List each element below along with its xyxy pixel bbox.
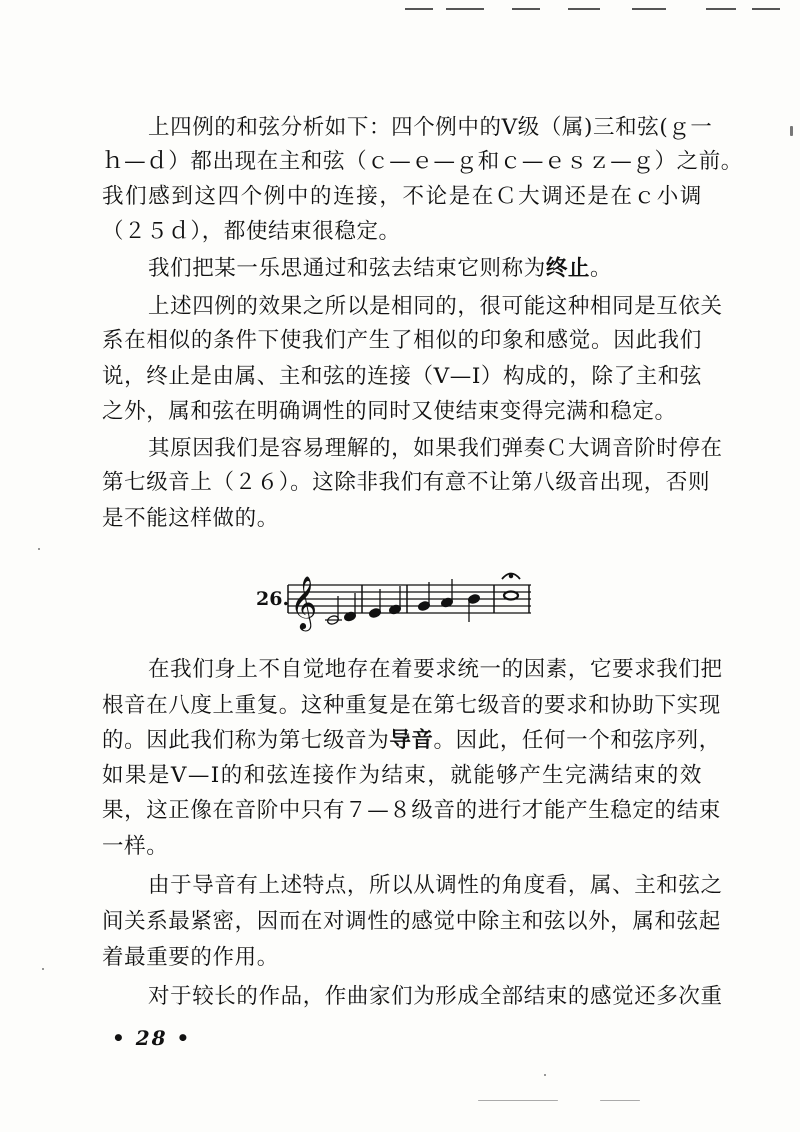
text-line: 其原因我们是容易理解的，如果我们弹奏Ｃ大调音阶时停在 <box>148 436 723 461</box>
scan-speck <box>600 1100 640 1101</box>
term-leading-tone: 导音 <box>389 728 434 753</box>
music-staff-example <box>286 565 536 637</box>
text-line: （２５ｄ），都使结束很稳定。 <box>102 219 401 244</box>
text-line <box>148 253 702 285</box>
text-line: 根音在八度上重复。这种重复是在第七级音的要求和协助下实现 <box>102 693 721 718</box>
fermata-dot <box>509 574 512 577</box>
text-line: 着最重要的作用。 <box>102 945 279 970</box>
text-span: 的。因此我们称为第七级音为 <box>102 728 390 753</box>
page-number: • 28 • <box>112 1026 192 1050</box>
top-rule <box>706 8 736 10</box>
top-rule <box>405 8 433 10</box>
text-line: 一样。 <box>102 834 169 859</box>
text-line: 对于较长的作品，作曲家们为形成全部结束的感觉还多次重 <box>148 984 723 1009</box>
text-span: 。因此，任何一个和弦序列， <box>433 728 721 753</box>
note-high-c <box>504 592 518 600</box>
scan-speck <box>544 1074 546 1076</box>
text-line: 第七级音上（２６）。这除非我们有意不让第八级音出现，否则 <box>102 470 711 495</box>
scan-speck <box>478 1100 558 1101</box>
text-line: 是不能这样做的。 <box>102 506 279 531</box>
text-line: 由于导音有上述特点，所以从调性的角度看，属、主和弦之 <box>148 873 723 898</box>
text-line: 如果是Ⅴ—Ⅰ的和弦连接作为结束，就能够产生完满结束的效 <box>102 763 702 788</box>
treble-clef-icon: 𝄞 <box>290 575 318 629</box>
term-cadence: 终止 <box>545 256 591 281</box>
text-line: 间关系最紧密，因而在对调性的感觉中除主和弦以外，属和弦起 <box>102 909 721 934</box>
text-line: 果，这正像在音阶中只有７—８级音的进行才能产生稳定的结束 <box>102 798 721 823</box>
top-rule <box>446 8 484 10</box>
text-line: 上四例的和弦分析如下：四个例中的Ⅴ级（属)三和弦(ｇ一 <box>148 115 713 140</box>
top-rule <box>512 8 540 10</box>
scan-speck <box>42 968 44 970</box>
text-line: 我们感到这四个例中的连接，不论是在Ｃ大调还是在ｃ小调 <box>102 184 702 209</box>
text-line: ｈ—ｄ）都出现在主和弦（ｃ—ｅ—ｇ和ｃ—ｅｓｚ—ｇ）之前。 <box>102 149 743 174</box>
top-rule <box>752 8 780 10</box>
scan-speck <box>790 126 793 136</box>
text-line: 在我们身上不自觉地存在着要求统一的因素，它要求我们把 <box>148 657 723 682</box>
top-rule <box>632 8 666 10</box>
text-span: 。 <box>590 256 613 281</box>
top-rule <box>568 8 600 10</box>
text-span: 我们把某一乐思通过和弦去结束它则称为 <box>148 256 546 281</box>
text-line <box>102 725 721 757</box>
text-line: 系在相似的条件下使我们产生了相似的印象和感觉。因此我们 <box>102 328 702 353</box>
text-line: 说，终止是由属、主和弦的连接（Ⅴ—Ⅰ）构成的，除了主和弦 <box>102 364 702 389</box>
text-line: 上述四例的效果之所以是相同的，很可能这种相同是互依关 <box>148 294 723 319</box>
scan-speck <box>38 548 40 550</box>
example-number: 26. <box>256 588 290 610</box>
text-line: 之外，属和弦在明确调性的同时又使结束变得完满和稳定。 <box>102 399 677 424</box>
